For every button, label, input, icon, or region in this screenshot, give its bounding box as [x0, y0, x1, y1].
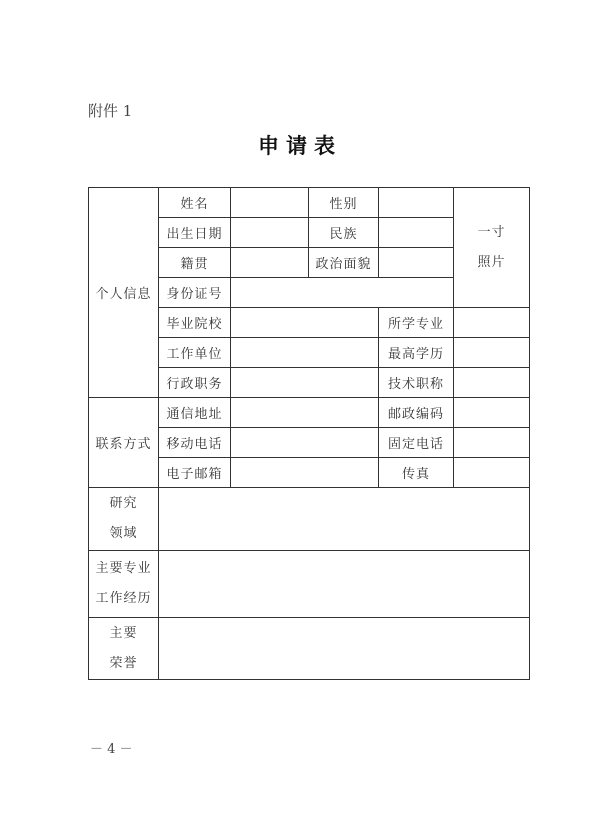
research-label-line2: 领域 [109, 526, 138, 541]
native-place-label: 籍贯 [159, 248, 231, 278]
personal-info-section-label: 个人信息 [89, 188, 159, 398]
form-title: 申请表 [258, 133, 342, 158]
photo-box[interactable] [454, 188, 530, 308]
contact-section-label: 联系方式 [89, 398, 159, 488]
id-number-label: 身份证号 [159, 278, 231, 308]
experience-label [89, 551, 159, 618]
honors-input[interactable] [159, 618, 530, 680]
photo-label-line1: 一寸 [477, 224, 506, 240]
school-label: 毕业院校 [159, 308, 231, 338]
tech-title-label: 技术职称 [379, 368, 454, 398]
landline-field[interactable] [454, 428, 530, 458]
school-field[interactable] [231, 308, 379, 338]
position-label: 行政职务 [159, 368, 231, 398]
mobile-label: 移动电话 [159, 428, 231, 458]
name-label: 姓名 [159, 188, 231, 218]
mobile-field[interactable] [231, 428, 379, 458]
tech-title-field[interactable] [454, 368, 530, 398]
experience-label-line2: 工作经历 [95, 591, 152, 606]
email-field[interactable] [231, 458, 379, 488]
honors-label-line2: 荣誉 [109, 655, 138, 671]
photo-label-line2: 照片 [477, 254, 506, 270]
honors-label [89, 618, 159, 680]
birth-date-field[interactable] [231, 218, 309, 248]
application-form-table [88, 187, 530, 680]
birth-date-label: 出生日期 [159, 218, 231, 248]
work-unit-label: 工作单位 [159, 338, 231, 368]
research-field-label [89, 488, 159, 551]
gender-field[interactable] [379, 188, 454, 218]
ethnicity-field[interactable] [379, 218, 454, 248]
research-field-input[interactable] [159, 488, 530, 551]
political-status-field[interactable] [379, 248, 454, 278]
annex-label: 附件 1 [88, 102, 133, 120]
major-field[interactable] [454, 308, 530, 338]
fax-label: 传真 [379, 458, 454, 488]
page-number: － 4 － [90, 742, 133, 757]
ethnicity-label: 民族 [309, 218, 379, 248]
address-field[interactable] [231, 398, 379, 428]
honors-label-line1: 主要 [109, 625, 138, 641]
name-field[interactable] [231, 188, 309, 218]
position-field[interactable] [231, 368, 379, 398]
id-number-field[interactable] [231, 278, 454, 308]
landline-label: 固定电话 [379, 428, 454, 458]
experience-label-line1: 主要专业 [95, 561, 152, 576]
education-label: 最高学历 [379, 338, 454, 368]
work-unit-field[interactable] [231, 338, 379, 368]
experience-input[interactable] [159, 551, 530, 618]
major-label: 所学专业 [379, 308, 454, 338]
education-field[interactable] [454, 338, 530, 368]
native-place-field[interactable] [231, 248, 309, 278]
postcode-label: 邮政编码 [379, 398, 454, 428]
email-label: 电子邮箱 [159, 458, 231, 488]
gender-label: 性别 [309, 188, 379, 218]
address-label: 通信地址 [159, 398, 231, 428]
postcode-field[interactable] [454, 398, 530, 428]
research-label-line1: 研究 [109, 496, 138, 511]
fax-field[interactable] [454, 458, 530, 488]
political-status-label: 政治面貌 [309, 248, 379, 278]
